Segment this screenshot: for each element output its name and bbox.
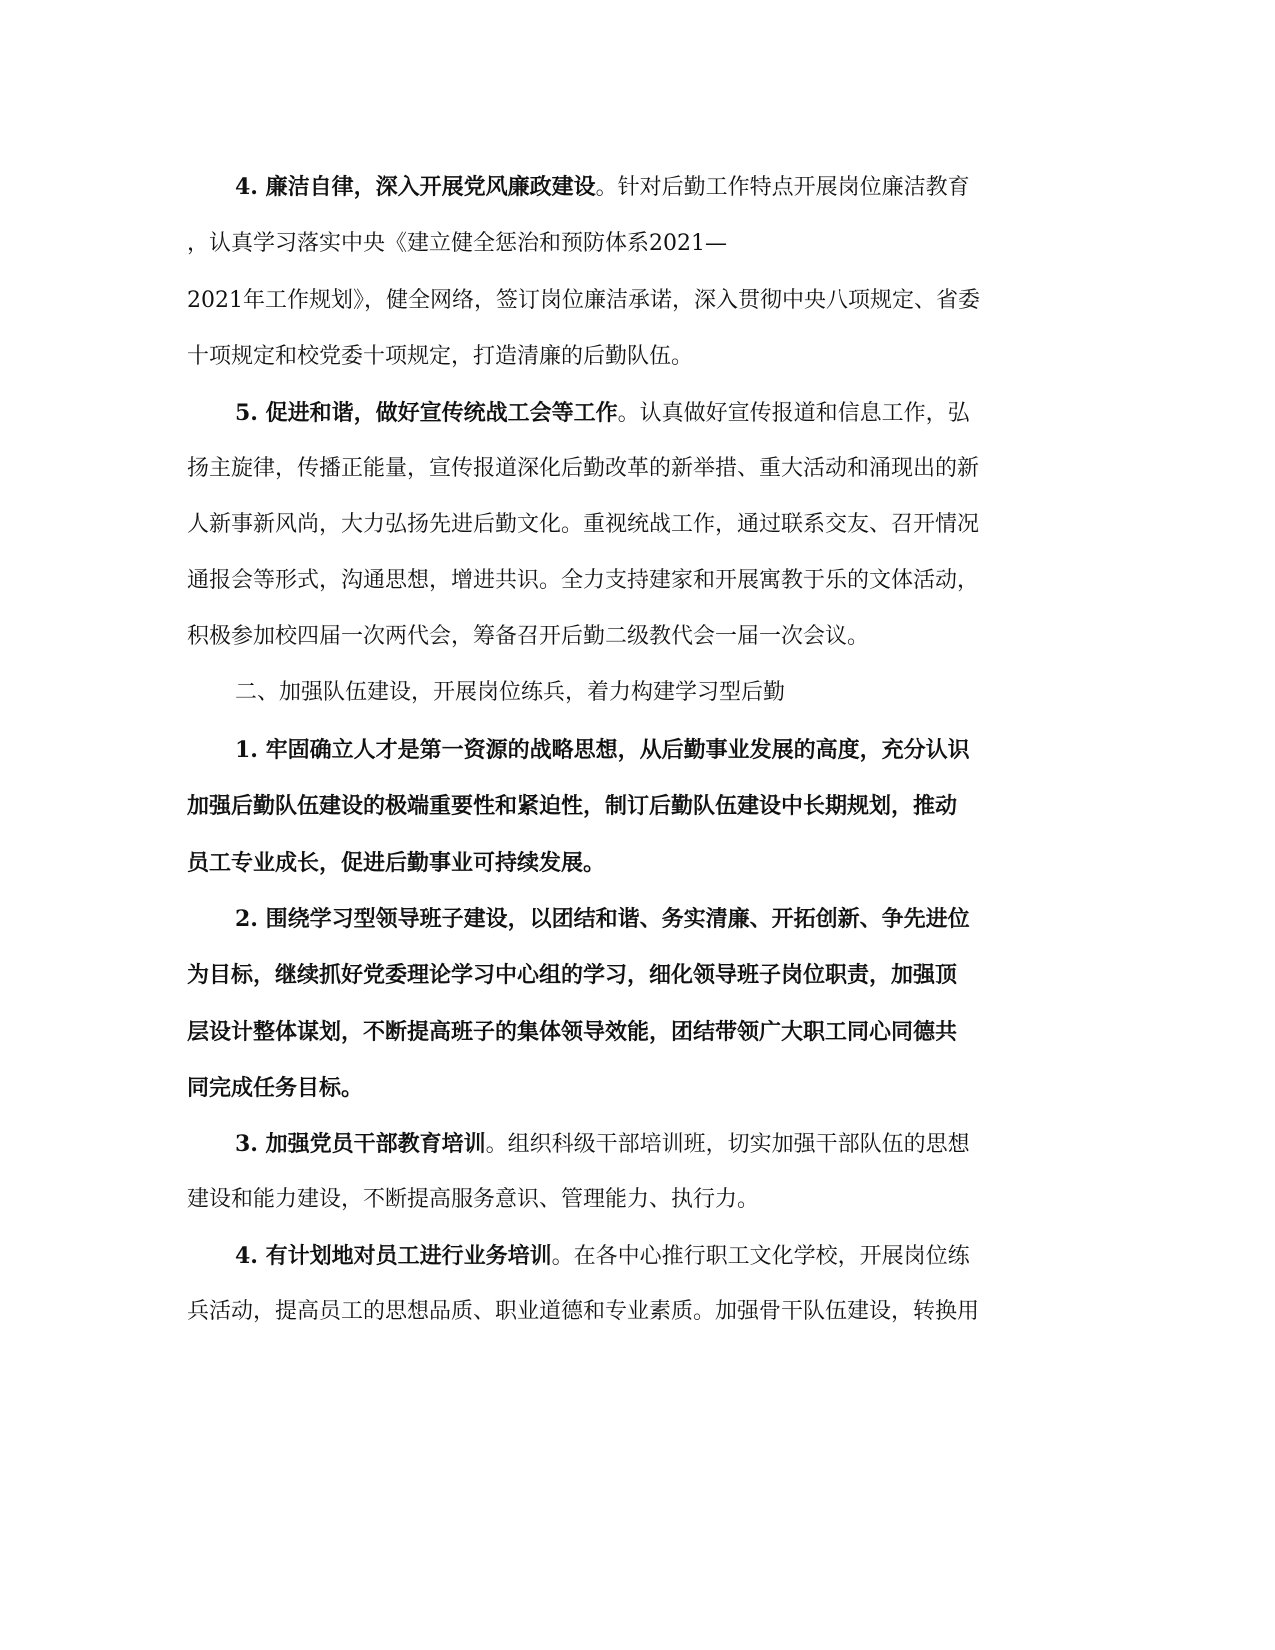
section-2-paragraph-1-line-1: 1. 牢固确立人才是第一资源的战略思想，从后勤事业发展的高度，充分认识	[235, 737, 970, 763]
paragraph-4-line-3: 2021年工作规划》，健全网络，签订岗位廉洁承诺，深入贯彻中央八项规定、省委	[187, 288, 980, 313]
section-2-paragraph-2-line-2: 为目标，继续抓好党委理论学习中心组的学习，细化领导班子岗位职责，加强顶	[187, 962, 958, 988]
section-2-paragraph-1-line-3: 员工专业成长，促进后勤事业可持续发展。	[187, 850, 606, 876]
paragraph-5-line-4: 通报会等形式，沟通思想，增进共识。全力支持建家和开展寓教于乐的文体活动，	[187, 568, 980, 593]
paragraph-4-text: 。针对后勤工作特点开展岗位廉洁教育	[595, 175, 970, 200]
section-2-paragraph-3-heading: 3. 加强党员干部教育培训	[235, 1131, 486, 1157]
paragraph-5-line-3: 人新事新风尚，大力弘扬先进后勤文化。重视统战工作，通过联系交友、召开情况	[187, 512, 980, 537]
paragraph-5-heading: 5. 促进和谐，做好宣传统战工会等工作	[235, 400, 618, 426]
paragraph-4-heading: 4. 廉洁自律，深入开展党风廉政建设	[235, 174, 596, 200]
section-2-paragraph-2-line-4: 同完成任务目标。	[187, 1075, 364, 1101]
paragraph-5-line-1	[235, 398, 1135, 429]
paragraph-5-line-2: 扬主旋律，传播正能量，宣传报道深化后勤改革的新举措、重大活动和涌现出的新	[187, 456, 980, 481]
section-2-heading: 二、加强队伍建设，开展岗位练兵，着力构建学习型后勤	[235, 680, 786, 705]
paragraph-4-line-4: 十项规定和校党委十项规定，打造清廉的后勤队伍。	[187, 344, 694, 369]
section-2-paragraph-4-heading: 4. 有计划地对员工进行业务培训	[235, 1243, 552, 1269]
paragraph-5-text: 。认真做好宣传报道和信息工作，弘	[617, 401, 970, 426]
paragraph-4-line-1	[235, 172, 1135, 203]
section-2-paragraph-4-line-1	[235, 1241, 1135, 1272]
section-2-paragraph-4-line-2: 兵活动，提高员工的思想品质、职业道德和专业素质。加强骨干队伍建设，转换用	[187, 1299, 980, 1324]
paragraph-5-line-5: 积极参加校四届一次两代会，筹备召开后勤二级教代会一届一次会议。	[187, 624, 870, 649]
paragraph-4-line-2: ，认真学习落实中央《建立健全惩治和预防体系2021—	[187, 231, 727, 256]
section-2-paragraph-3-line-2: 建设和能力建设，不断提高服务意识、管理能力、执行力。	[187, 1187, 760, 1212]
section-2-paragraph-2-line-1: 2. 围绕学习型领导班子建设，以团结和谐、务实清廉、开拓创新、争先进位	[235, 906, 970, 932]
section-2-paragraph-3-text: 。组织科级干部培训班，切实加强干部队伍的思想	[485, 1132, 970, 1157]
section-2-paragraph-3-line-1	[235, 1129, 1135, 1160]
section-2-paragraph-4-text: 。在各中心推行职工文化学校，开展岗位练	[551, 1244, 970, 1269]
section-2-paragraph-1-line-2: 加强后勤队伍建设的极端重要性和紧迫性，制订后勤队伍建设中长期规划，推动	[187, 793, 958, 819]
section-2-paragraph-2-line-3: 层设计整体谋划，不断提高班子的集体领导效能，团结带领广大职工同心同德共	[187, 1019, 958, 1045]
